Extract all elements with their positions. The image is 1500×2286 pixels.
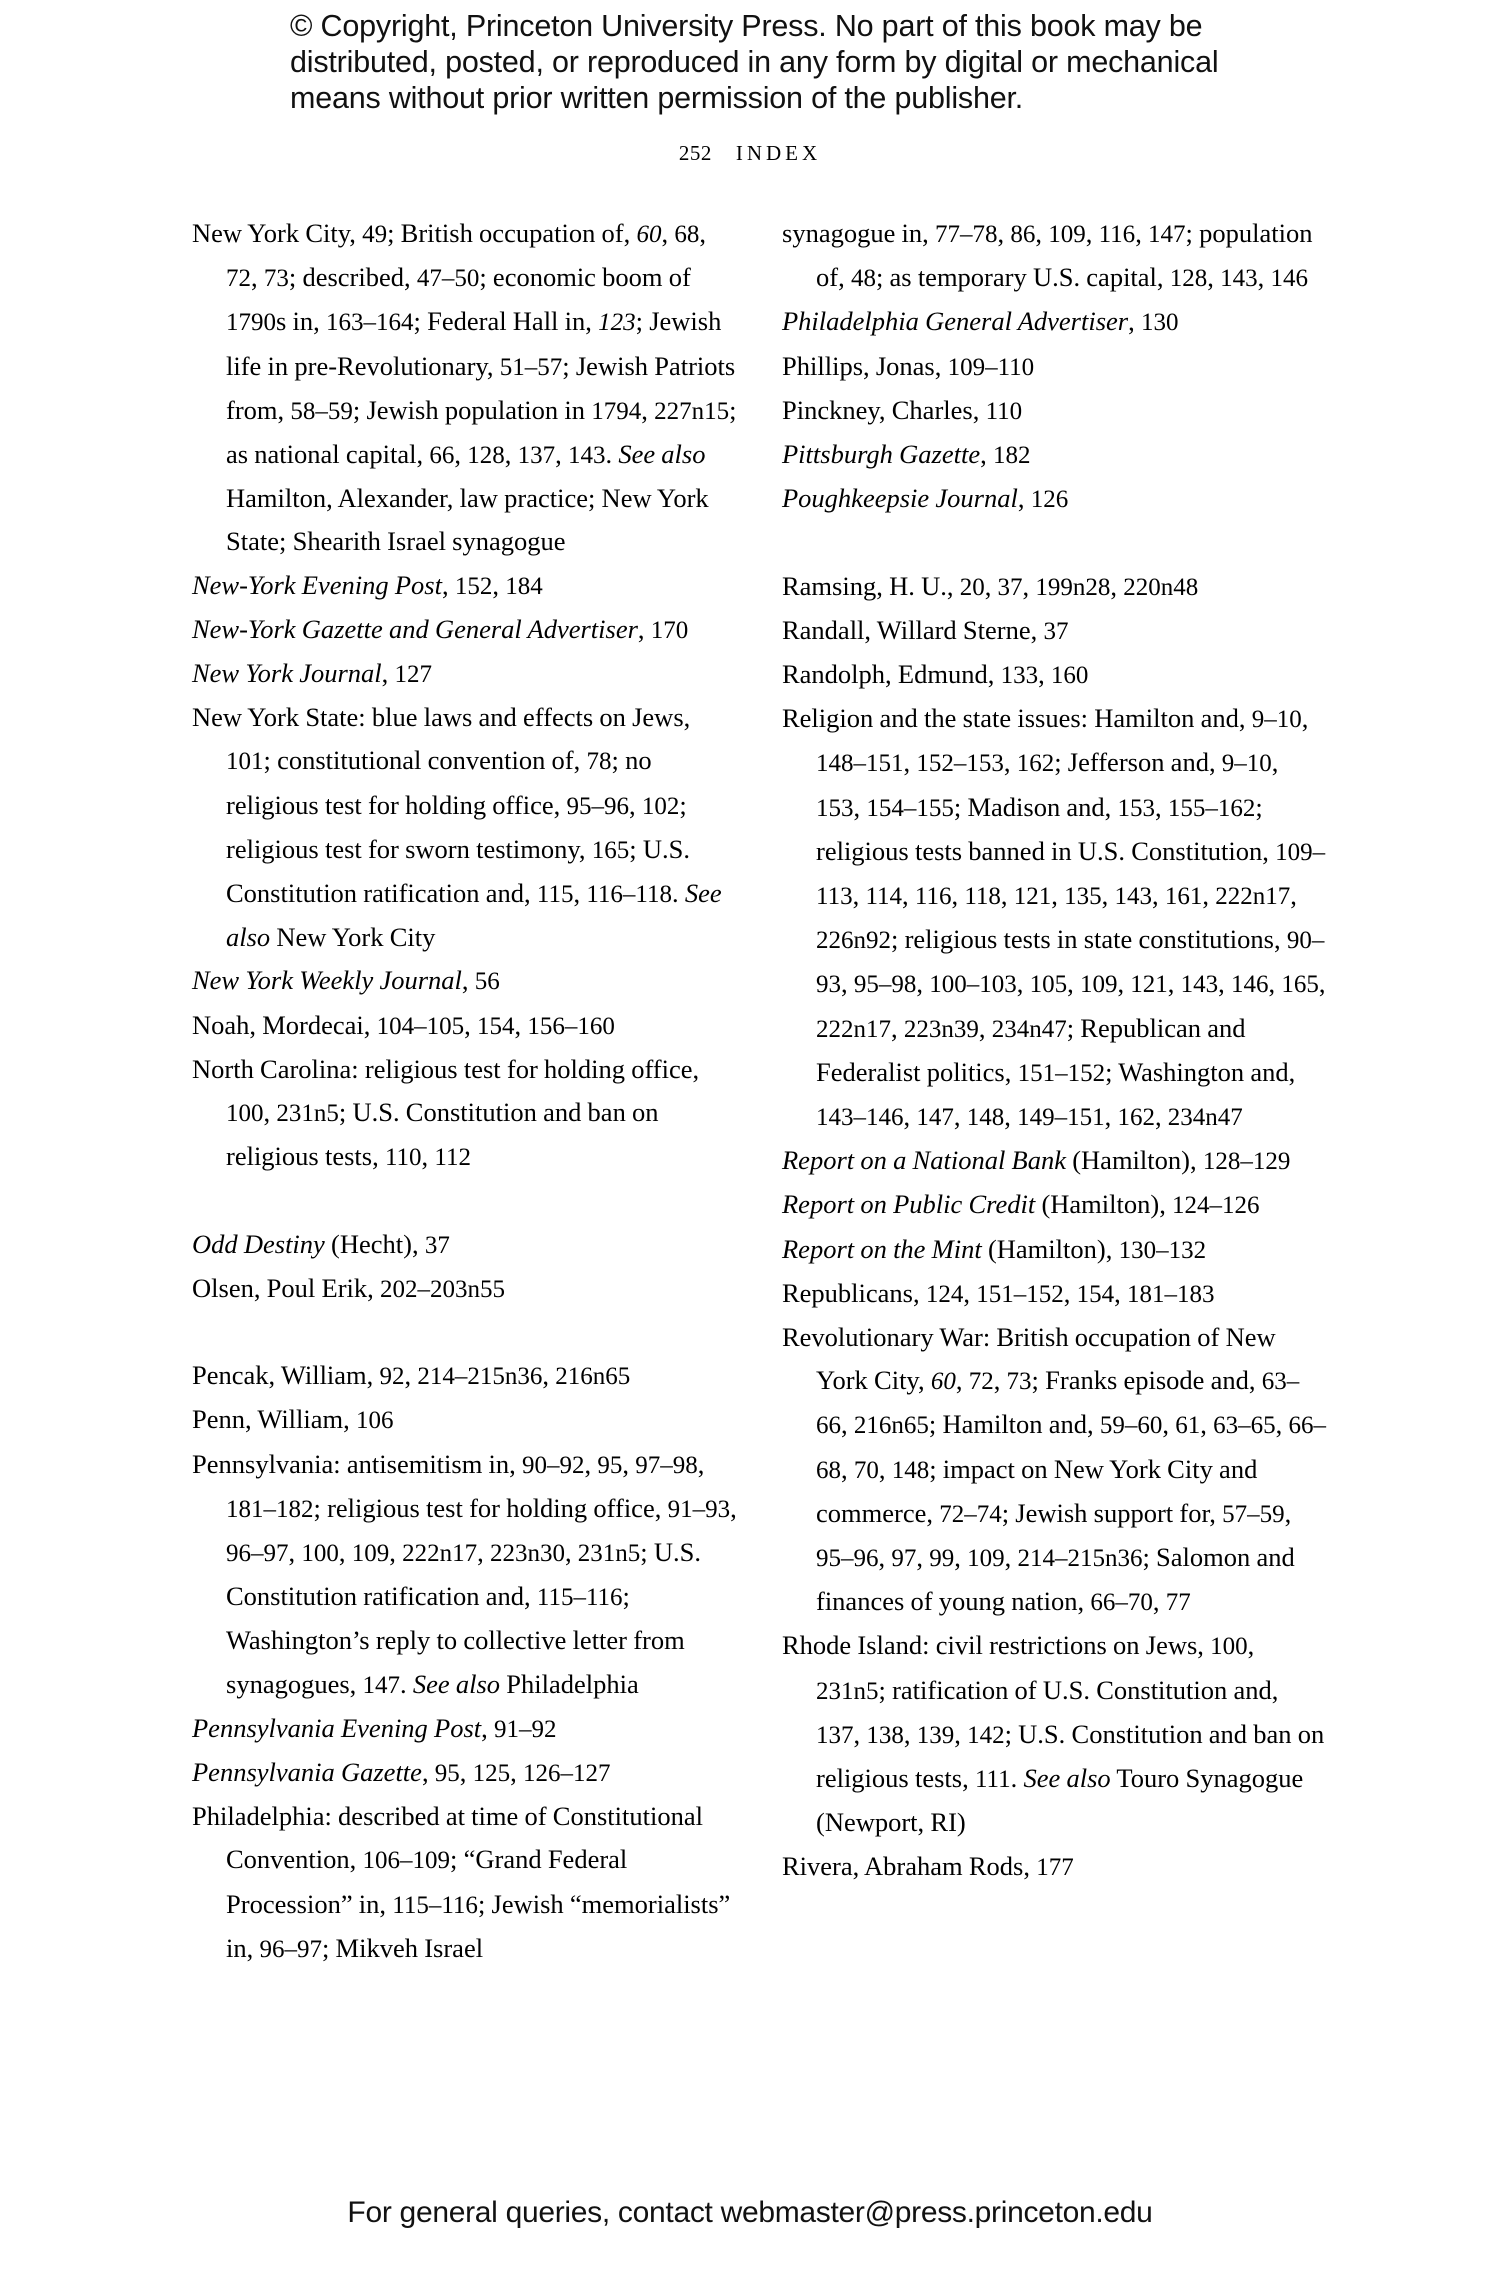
index-entry: New-York Evening Post, 152, 184 <box>192 569 543 600</box>
index-entry: Pennsylvania: antisemitism in, 90–92, 95, 97–98, 181–182; religious test for holding office, 91–93, 96–97, 100, 109, 222n17, 223n30, 231n5; U.S. Constitution ratification and, 115–116; Washington’s reply to collective letter from synagogues, 147. See also Philadelphia <box>192 1448 737 1699</box>
index-entry: Republicans, 124, 151–152, 154, 181–183 <box>782 1277 1215 1308</box>
index-entry: New York State: blue laws and effects on Jews, 101; constitutional convention of, 78; no religious test for holding office, 95–96, 102; religious test for sworn testimony, 165; U.S. Constitution ratification and, 115, 116–118. See also New York City <box>192 702 722 953</box>
index-entry: Philadelphia: described at time of Constitutional Convention, 106–109; “Grand Federal Procession” in, 115–116; Jewish “memorialists” in, 96–97; Mikveh Israel <box>192 1801 731 1963</box>
index-entry: Noah, Mordecai, 104–105, 154, 156–160 <box>192 1009 615 1040</box>
index-entry: Odd Destiny (Hecht), 37 <box>192 1228 450 1259</box>
index-entry: New York Weekly Journal, 56 <box>192 965 500 996</box>
index-entry: Report on the Mint (Hamilton), 130–132 <box>782 1233 1207 1264</box>
index-entry: Pennsylvania Evening Post, 91–92 <box>192 1712 557 1743</box>
index-letter-break <box>192 1311 737 1354</box>
index-entry: Report on Public Credit (Hamilton), 124–126 <box>782 1189 1260 1220</box>
index-entry-continuation: synagogue in, 77–78, 86, 109, 116, 147; population of, 48; as temporary U.S. capital, 128, 143, 146 <box>782 218 1313 293</box>
index-entry: Rivera, Abraham Rods, 177 <box>782 1850 1074 1881</box>
index-entry: Revolutionary War: British occupation of New York City, 60, 72, 73; Franks episode and, 63–66, 216n65; Hamilton and, 59–60, 61, 63–65, 66–68, 70, 148; impact on New York City and commerce, 72–74; Jewish support for, 57–59, 95–96, 97, 99, 109, 214–215n36; Salomon and finances of young nation, 66–70, 77 <box>782 1322 1326 1617</box>
copyright-line-3: means without prior written permission of the publisher. <box>290 81 1024 115</box>
copyright-line-2: distributed, posted, or reproduced in any form by digital or mechanical <box>290 45 1219 79</box>
index-entry: Poughkeepsie Journal, 126 <box>782 483 1069 514</box>
copyright-notice <box>290 8 1220 116</box>
index-entry: New York City, 49; British occupation of, 60, 68, 72, 73; described, 47–50; economic boom of 1790s in, 163–164; Federal Hall in, 123; Jewish life in pre-Revolutionary, 51–57; Jewish Patriots from, 58–59; Jewish population in 1794, 227n15; as national capital, 66, 128, 137, 143. See also Hamilton, Alexander, law practice; New York State; Shearith Israel synagogue <box>192 218 737 557</box>
running-head <box>0 140 1500 166</box>
running-head-title: INDEX <box>735 141 822 165</box>
index-entry: North Carolina: religious test for holding office, 100, 231n5; U.S. Constitution and ban on religious tests, 110, 112 <box>192 1053 700 1172</box>
index-body <box>0 212 1500 2142</box>
index-entry: Rhode Island: civil restrictions on Jews, 100, 231n5; ratification of U.S. Constitution and, 137, 138, 139, 142; U.S. Constitution and ban on religious tests, 111. See also Touro Synagogue (Newport, RI) <box>782 1630 1325 1838</box>
index-entry: Religion and the state issues: Hamilton and, 9–10, 148–151, 152–153, 162; Jefferson and, 9–10, 153, 154–155; Madison and, 153, 155–162; religious tests banned in U.S. Constitution, 109–113, 114, 116, 118, 121, 135, 143, 161, 222n17, 226n92; religious tests in state constitutions, 90–93, 95–98, 100–103, 105, 109, 121, 143, 146, 165, 222n17, 223n39, 234n47; Republican and Federalist politics, 151–152; Washington and, 143–146, 147, 148, 149–151, 162, 234n47 <box>782 703 1326 1132</box>
page-folio: 252 <box>678 141 712 165</box>
index-entry: Phillips, Jonas, 109–110 <box>782 350 1035 381</box>
index-entry: Philadelphia General Advertiser, 130 <box>782 306 1179 337</box>
index-letter-break <box>782 521 1327 564</box>
index-entry: Penn, William, 106 <box>192 1404 394 1435</box>
index-entry: New York Journal, 127 <box>192 658 432 689</box>
index-entry: Olsen, Poul Erik, 202–203n55 <box>192 1272 505 1303</box>
index-entry: Ramsing, H. U., 20, 37, 199n28, 220n48 <box>782 570 1199 601</box>
index-column-left <box>192 212 737 1971</box>
footer-query-note: For general queries, contact webmaster@press.princeton.edu <box>347 2196 1153 2229</box>
index-entry: New-York Gazette and General Advertiser, 170 <box>192 613 689 644</box>
index-entry: Pinckney, Charles, 110 <box>782 394 1023 425</box>
copyright-line-1: © Copyright, Princeton University Press. No part of this book may be <box>290 9 1203 43</box>
index-entry: Report on a National Bank (Hamilton), 128–129 <box>782 1145 1291 1176</box>
index-entry: Randolph, Edmund, 133, 160 <box>782 659 1089 690</box>
index-entry: Pencak, William, 92, 214–215n36, 216n65 <box>192 1360 631 1391</box>
index-entry: Pittsburgh Gazette, 182 <box>782 439 1031 470</box>
index-entry: Pennsylvania Gazette, 95, 125, 126–127 <box>192 1757 611 1788</box>
index-entry: Randall, Willard Sterne, 37 <box>782 614 1069 645</box>
index-column-right <box>782 212 1327 1889</box>
index-letter-break <box>192 1179 737 1222</box>
